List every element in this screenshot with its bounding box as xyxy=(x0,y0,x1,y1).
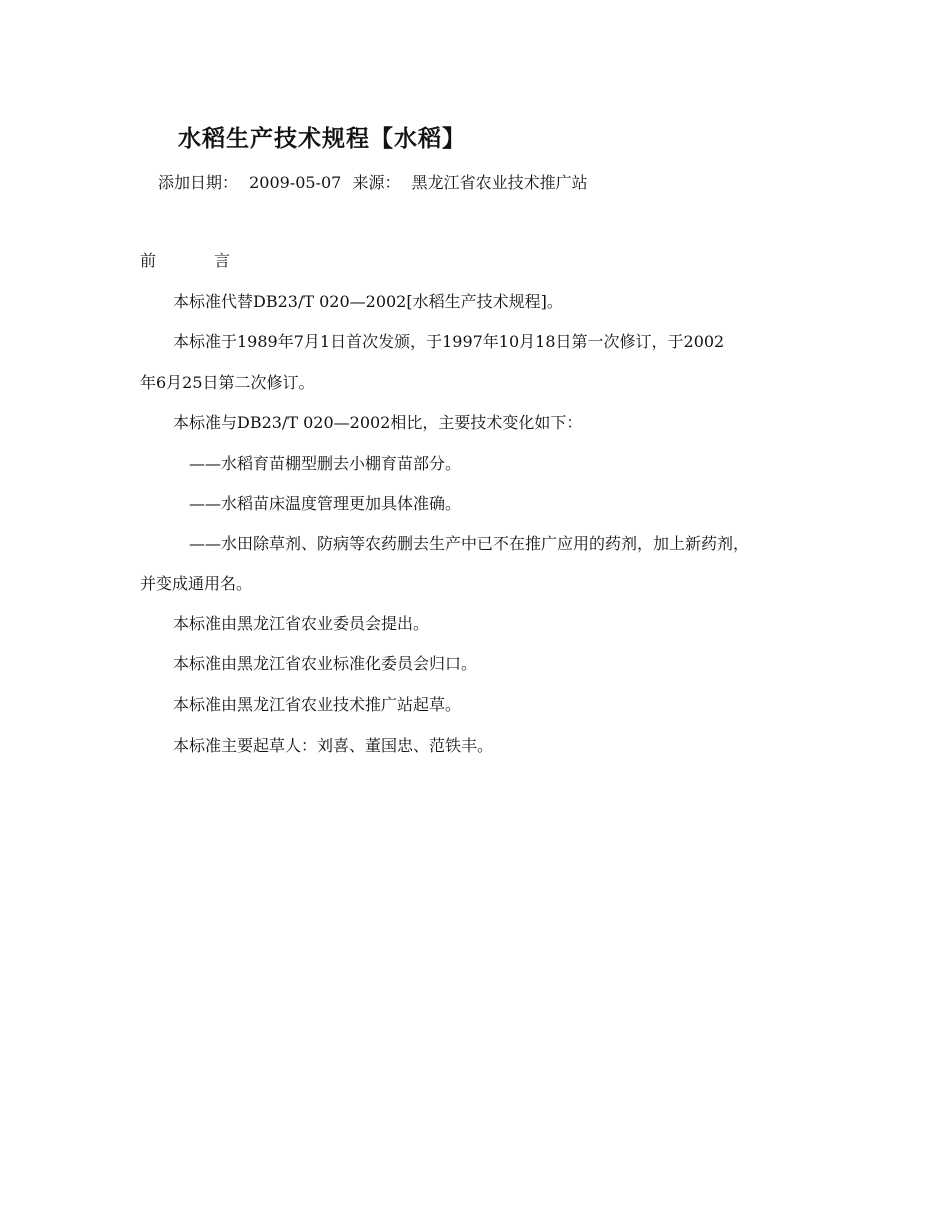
paragraph: 本标准与DB23/T 020—2002相比，主要技术变化如下： xyxy=(173,413,583,432)
paragraph: 并变成通用名。 xyxy=(140,574,253,593)
document-meta xyxy=(158,170,594,193)
document-title: 水稻生产技术规程【水稻】 xyxy=(178,125,466,152)
date-value: 2009-05-07 xyxy=(249,173,342,192)
section-heading xyxy=(140,248,820,271)
list-item: ——水稻苗床温度管理更加具体准确。 xyxy=(189,494,462,513)
paragraph: 本标准由黑龙江省农业技术推广站起草。 xyxy=(173,695,462,714)
date-label: 添加日期： xyxy=(158,173,239,192)
list-item: ——水田除草剂、防病等农药删去生产中已不在推广应用的药剂，加上新药剂， xyxy=(189,534,750,553)
paragraph: 本标准代替DB23/T 020—2002[水稻生产技术规程]。 xyxy=(173,292,563,311)
heading-right: 言 xyxy=(214,251,231,270)
paragraph: 本标准主要起草人：刘喜、董国忠、范铁丰。 xyxy=(173,736,494,755)
paragraph: 本标准于1989年7月1日首次发颁，于1997年10月18日第一次修订，于2002 xyxy=(173,332,725,351)
heading-left: 前 xyxy=(140,251,157,270)
list-item: ——水稻育苗棚型删去小棚育苗部分。 xyxy=(189,454,462,473)
paragraph: 本标准由黑龙江省农业标准化委员会归口。 xyxy=(173,654,478,673)
paragraph: 年6月25日第二次修订。 xyxy=(140,373,315,392)
source-value: 黑龙江省农业技术推广站 xyxy=(411,173,588,192)
source-label: 来源： xyxy=(352,173,401,192)
paragraph: 本标准由黑龙江省农业委员会提出。 xyxy=(173,614,430,633)
